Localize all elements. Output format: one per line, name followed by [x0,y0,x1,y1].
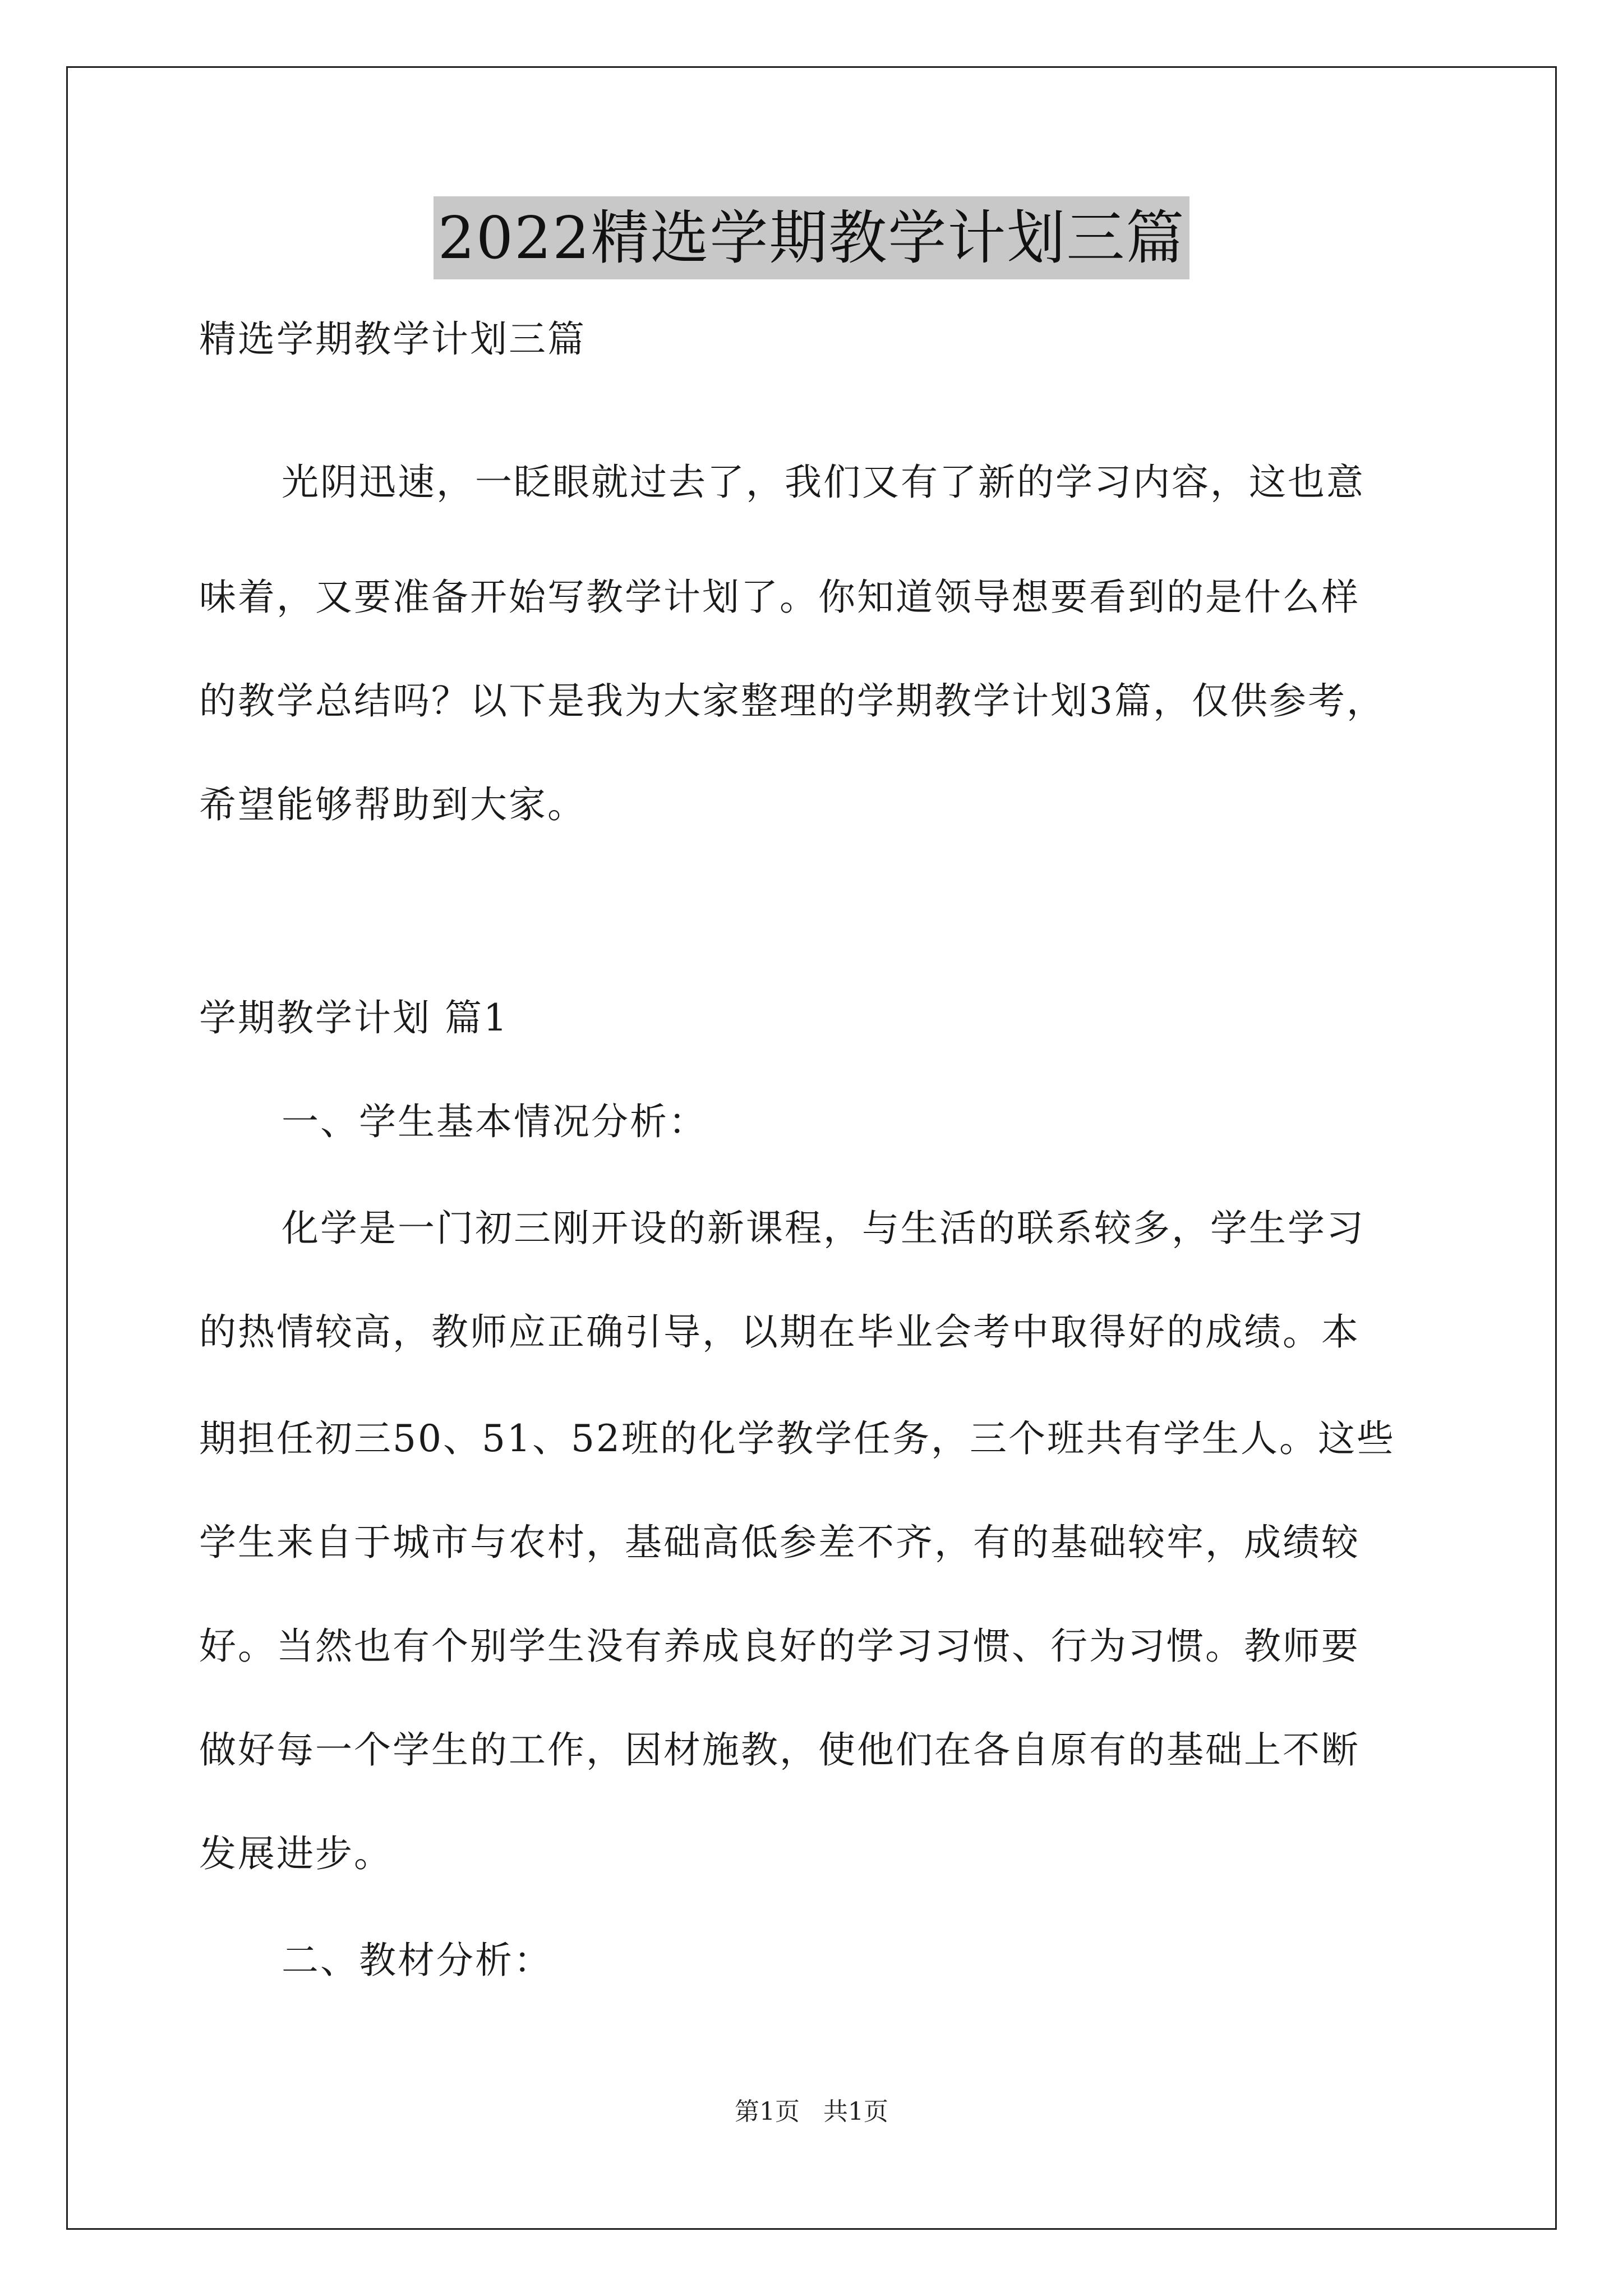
document-title: 2022精选学期教学计划三篇 [434,196,1190,279]
paragraph-line: 味着，又要准备开始写教学计划了。你知道领导想要看到的是什么样 [199,576,1360,619]
paragraph-line: 期担任初三50、51、52班的化学教学任务，三个班共有学生人。这些 [199,1417,1395,1460]
subsection-heading: 二、教材分析： [282,1939,552,1982]
paragraph-line: 的热情较高，教师应正确引导，以期在毕业会考中取得好的成绩。本 [199,1310,1360,1354]
page-number-footer: 第1页 共1页 [735,2097,888,2126]
title-container [0,196,1623,279]
subsection-heading: 一、学生基本情况分析： [282,1100,707,1143]
subtitle-line: 精选学期教学计划三篇 [199,318,586,361]
paragraph-line: 希望能够帮助到大家。 [199,783,586,826]
paragraph-line: 化学是一门初三刚开设的新课程，与生活的联系较多，学生学习 [282,1207,1365,1250]
paragraph-line: 的教学总结吗？以下是我为大家整理的学期教学计划3篇，仅供参考， [199,679,1385,723]
paragraph-line: 发展进步。 [199,1832,393,1875]
paragraph-line: 好。当然也有个别学生没有养成良好的学习习惯、行为习惯。教师要 [199,1625,1360,1668]
paragraph-line: 做好每一个学生的工作，因材施教，使他们在各自原有的基础上不断 [199,1728,1360,1772]
page-border [66,66,1557,2230]
section-heading: 学期教学计划 篇1 [199,996,509,1039]
paragraph-line: 光阴迅速，一眨眼就过去了，我们又有了新的学习内容，这也意 [282,461,1365,504]
paragraph-line: 学生来自于城市与农村，基础高低参差不齐，有的基础较牢，成绩较 [199,1521,1360,1564]
